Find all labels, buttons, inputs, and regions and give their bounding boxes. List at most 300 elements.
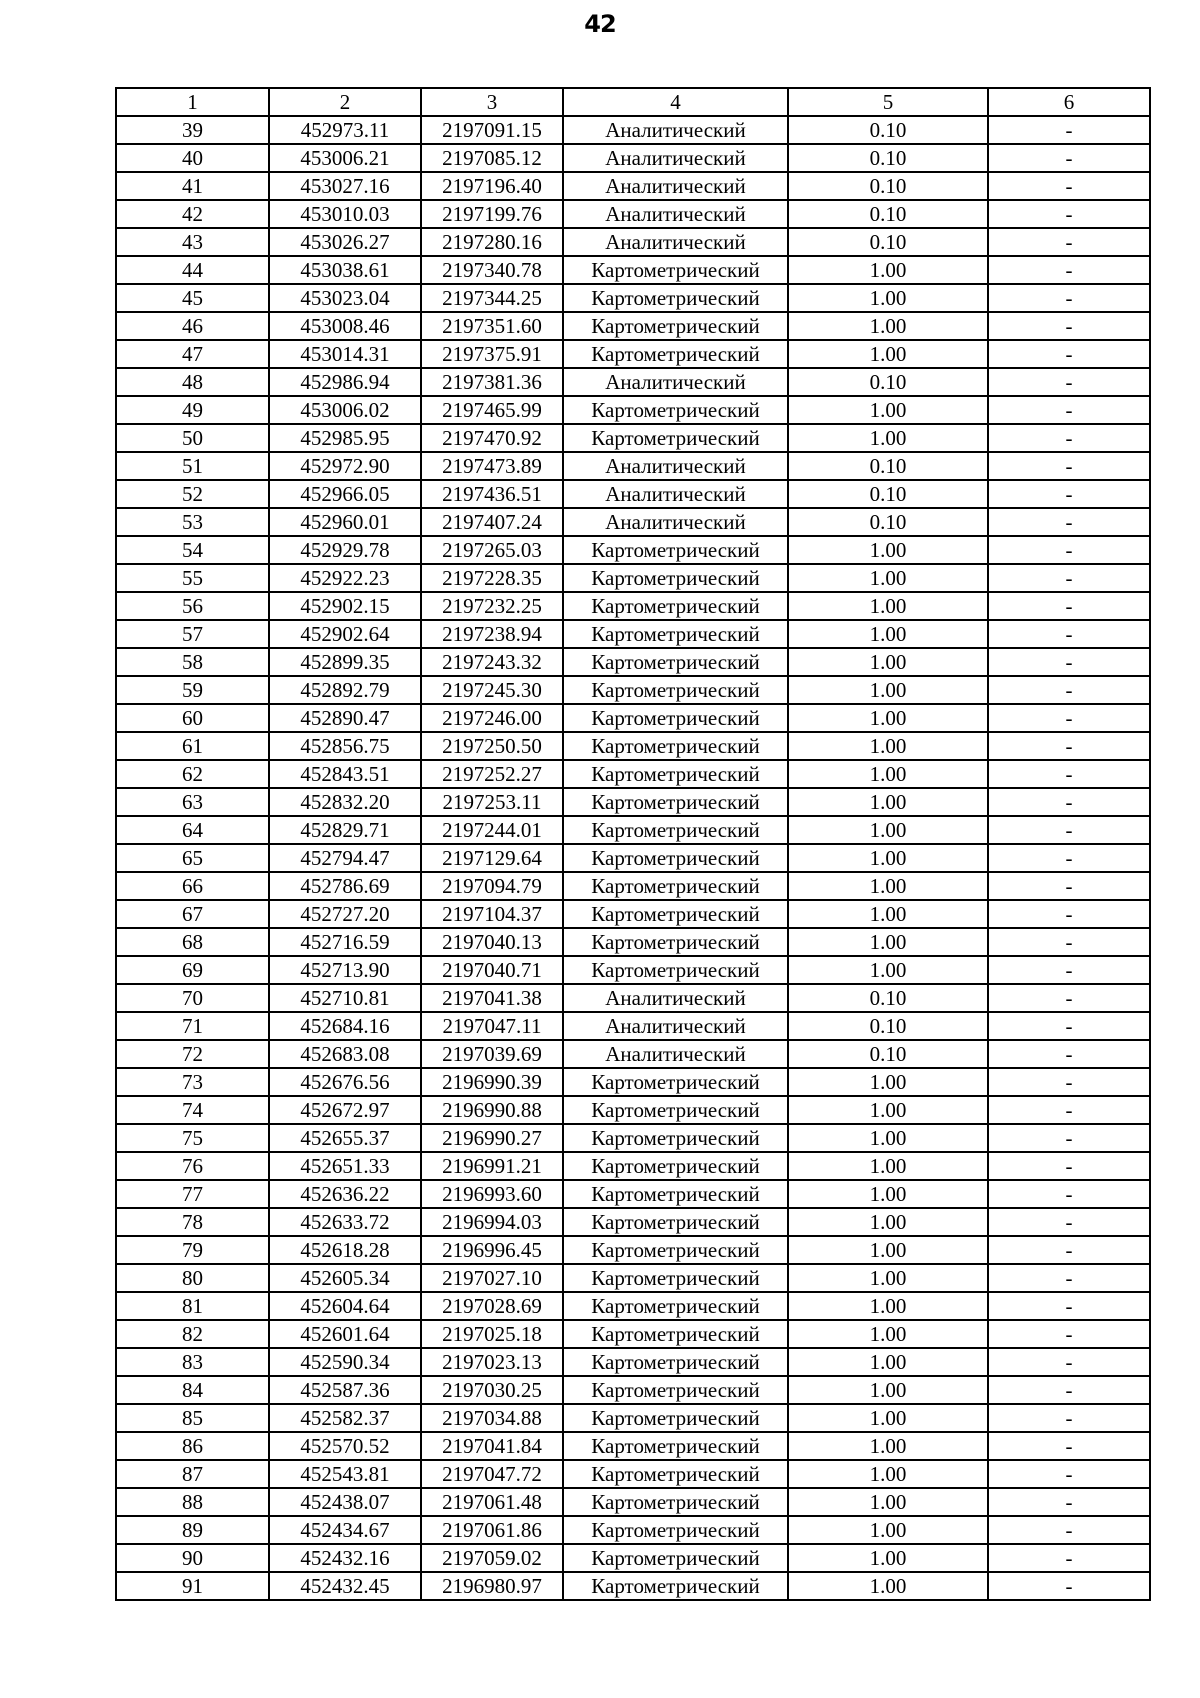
column-header: 5 bbox=[788, 88, 988, 116]
header-row bbox=[116, 88, 1150, 116]
table-cell: - bbox=[988, 1516, 1150, 1544]
table-cell: 64 bbox=[116, 816, 269, 844]
table-row bbox=[116, 340, 1150, 368]
table-cell: 1.00 bbox=[788, 536, 988, 564]
table-cell: 54 bbox=[116, 536, 269, 564]
table-cell: 0.10 bbox=[788, 368, 988, 396]
table-cell: 1.00 bbox=[788, 1096, 988, 1124]
table-cell: - bbox=[988, 732, 1150, 760]
table-cell: 452604.64 bbox=[269, 1292, 421, 1320]
table-cell: 91 bbox=[116, 1572, 269, 1600]
table-cell: 2197351.60 bbox=[421, 312, 563, 340]
table-cell: Картометрический bbox=[563, 1516, 788, 1544]
table-row bbox=[116, 956, 1150, 984]
table-row bbox=[116, 256, 1150, 284]
table-cell: 452892.79 bbox=[269, 676, 421, 704]
table-cell: 1.00 bbox=[788, 256, 988, 284]
table-cell: 1.00 bbox=[788, 1180, 988, 1208]
table-cell: Картометрический bbox=[563, 1320, 788, 1348]
table-cell: 1.00 bbox=[788, 788, 988, 816]
table-cell: Картометрический bbox=[563, 1096, 788, 1124]
table-cell: 452601.64 bbox=[269, 1320, 421, 1348]
table-cell: - bbox=[988, 116, 1150, 144]
table-cell: Картометрический bbox=[563, 760, 788, 788]
table-cell: 42 bbox=[116, 200, 269, 228]
table-cell: 2197196.40 bbox=[421, 172, 563, 200]
table-cell: 1.00 bbox=[788, 1208, 988, 1236]
table-cell: Аналитический bbox=[563, 1012, 788, 1040]
table-cell: 79 bbox=[116, 1236, 269, 1264]
table-row bbox=[116, 1152, 1150, 1180]
table-cell: 2196996.45 bbox=[421, 1236, 563, 1264]
table-cell: 1.00 bbox=[788, 648, 988, 676]
table-cell: 2197025.18 bbox=[421, 1320, 563, 1348]
table-cell: 452590.34 bbox=[269, 1348, 421, 1376]
table-cell: 452582.37 bbox=[269, 1404, 421, 1432]
table-cell: 2196993.60 bbox=[421, 1180, 563, 1208]
table-cell: 0.10 bbox=[788, 508, 988, 536]
table-cell: Картометрический bbox=[563, 396, 788, 424]
table-cell: Аналитический bbox=[563, 144, 788, 172]
table-cell: - bbox=[988, 228, 1150, 256]
table-cell: 81 bbox=[116, 1292, 269, 1320]
table-cell: Картометрический bbox=[563, 564, 788, 592]
table-cell: - bbox=[988, 1012, 1150, 1040]
table-cell: 452605.34 bbox=[269, 1264, 421, 1292]
table-cell: 76 bbox=[116, 1152, 269, 1180]
table-cell: 0.10 bbox=[788, 200, 988, 228]
table-cell: - bbox=[988, 1208, 1150, 1236]
table-cell: 2197243.32 bbox=[421, 648, 563, 676]
table-cell: 72 bbox=[116, 1040, 269, 1068]
table-row bbox=[116, 452, 1150, 480]
table-cell: 57 bbox=[116, 620, 269, 648]
table-cell: 2197340.78 bbox=[421, 256, 563, 284]
page-number: 42 bbox=[584, 10, 616, 38]
table-cell: 2197129.64 bbox=[421, 844, 563, 872]
table-cell: Картометрический bbox=[563, 1460, 788, 1488]
table-cell: 83 bbox=[116, 1348, 269, 1376]
table-cell: - bbox=[988, 1124, 1150, 1152]
table-cell: 1.00 bbox=[788, 1488, 988, 1516]
table-cell: - bbox=[988, 256, 1150, 284]
table-cell: Картометрический bbox=[563, 340, 788, 368]
table-cell: Картометрический bbox=[563, 872, 788, 900]
table-cell: - bbox=[988, 564, 1150, 592]
table-cell: - bbox=[988, 1488, 1150, 1516]
table-row bbox=[116, 480, 1150, 508]
table-row bbox=[116, 396, 1150, 424]
table-cell: 452438.07 bbox=[269, 1488, 421, 1516]
table-cell: 452929.78 bbox=[269, 536, 421, 564]
table-row bbox=[116, 928, 1150, 956]
table-cell: 77 bbox=[116, 1180, 269, 1208]
table-cell: 1.00 bbox=[788, 620, 988, 648]
table-cell: 90 bbox=[116, 1544, 269, 1572]
table-cell: - bbox=[988, 704, 1150, 732]
table-row bbox=[116, 1404, 1150, 1432]
table-row bbox=[116, 1264, 1150, 1292]
table-cell: 452985.95 bbox=[269, 424, 421, 452]
table-cell: 2197061.48 bbox=[421, 1488, 563, 1516]
table-cell: 68 bbox=[116, 928, 269, 956]
table-cell: 2196990.39 bbox=[421, 1068, 563, 1096]
table-cell: 87 bbox=[116, 1460, 269, 1488]
table-cell: 2197040.71 bbox=[421, 956, 563, 984]
table-cell: 452633.72 bbox=[269, 1208, 421, 1236]
table-cell: 453023.04 bbox=[269, 284, 421, 312]
table-cell: 2196991.21 bbox=[421, 1152, 563, 1180]
table-cell: - bbox=[988, 1236, 1150, 1264]
table-cell: - bbox=[988, 368, 1150, 396]
table-cell: 452727.20 bbox=[269, 900, 421, 928]
table-cell: 41 bbox=[116, 172, 269, 200]
table-row bbox=[116, 732, 1150, 760]
table-row bbox=[116, 172, 1150, 200]
table-row bbox=[116, 284, 1150, 312]
table-cell: 453008.46 bbox=[269, 312, 421, 340]
table-cell: 2197344.25 bbox=[421, 284, 563, 312]
table-cell: 85 bbox=[116, 1404, 269, 1432]
table-cell: 1.00 bbox=[788, 676, 988, 704]
table-row bbox=[116, 1208, 1150, 1236]
table-cell: 452655.37 bbox=[269, 1124, 421, 1152]
table-cell: 453006.21 bbox=[269, 144, 421, 172]
table-cell: 453014.31 bbox=[269, 340, 421, 368]
table-cell: 2197246.00 bbox=[421, 704, 563, 732]
table-cell: 2197041.38 bbox=[421, 984, 563, 1012]
table-cell: 452434.67 bbox=[269, 1516, 421, 1544]
table-cell: 1.00 bbox=[788, 1460, 988, 1488]
table-cell: 2196994.03 bbox=[421, 1208, 563, 1236]
table-cell: Картометрический bbox=[563, 1208, 788, 1236]
table-cell: - bbox=[988, 452, 1150, 480]
table-cell: 66 bbox=[116, 872, 269, 900]
table-cell: 0.10 bbox=[788, 1012, 988, 1040]
table-cell: 74 bbox=[116, 1096, 269, 1124]
table-cell: 86 bbox=[116, 1432, 269, 1460]
table-cell: Картометрический bbox=[563, 424, 788, 452]
table-cell: - bbox=[988, 1096, 1150, 1124]
table-row bbox=[116, 508, 1150, 536]
table-cell: - bbox=[988, 1544, 1150, 1572]
table-cell: 452672.97 bbox=[269, 1096, 421, 1124]
table-row bbox=[116, 1292, 1150, 1320]
table-cell: 0.10 bbox=[788, 480, 988, 508]
table-cell: 452922.23 bbox=[269, 564, 421, 592]
table-body bbox=[116, 116, 1150, 1600]
table-cell: - bbox=[988, 816, 1150, 844]
table-cell: - bbox=[988, 1432, 1150, 1460]
table-cell: 2197041.84 bbox=[421, 1432, 563, 1460]
table-cell: 43 bbox=[116, 228, 269, 256]
table-row bbox=[116, 116, 1150, 144]
table-cell: 0.10 bbox=[788, 116, 988, 144]
table-cell: Картометрический bbox=[563, 788, 788, 816]
table-cell: - bbox=[988, 648, 1150, 676]
table-header bbox=[116, 88, 1150, 116]
table-cell: 1.00 bbox=[788, 732, 988, 760]
table-cell: 2197030.25 bbox=[421, 1376, 563, 1404]
table-cell: 1.00 bbox=[788, 1516, 988, 1544]
table-cell: Картометрический bbox=[563, 1376, 788, 1404]
table-cell: 2197436.51 bbox=[421, 480, 563, 508]
table-cell: - bbox=[988, 1040, 1150, 1068]
table-row bbox=[116, 1124, 1150, 1152]
table-cell: Картометрический bbox=[563, 1068, 788, 1096]
table-cell: Картометрический bbox=[563, 1544, 788, 1572]
table-cell: 1.00 bbox=[788, 1348, 988, 1376]
table-cell: 62 bbox=[116, 760, 269, 788]
table-row bbox=[116, 620, 1150, 648]
table-cell: 453026.27 bbox=[269, 228, 421, 256]
table-cell: 1.00 bbox=[788, 844, 988, 872]
table-cell: 452716.59 bbox=[269, 928, 421, 956]
table-cell: 2197280.16 bbox=[421, 228, 563, 256]
table-cell: 2196980.97 bbox=[421, 1572, 563, 1600]
table-cell: 2196990.27 bbox=[421, 1124, 563, 1152]
table-row bbox=[116, 1516, 1150, 1544]
table-cell: 2197059.02 bbox=[421, 1544, 563, 1572]
table-cell: 2197381.36 bbox=[421, 368, 563, 396]
table-row bbox=[116, 1068, 1150, 1096]
table-cell: 2197027.10 bbox=[421, 1264, 563, 1292]
table-cell: - bbox=[988, 144, 1150, 172]
table-cell: Аналитический bbox=[563, 480, 788, 508]
table-row bbox=[116, 788, 1150, 816]
table-cell: 2197047.72 bbox=[421, 1460, 563, 1488]
table-cell: - bbox=[988, 480, 1150, 508]
table-cell: - bbox=[988, 620, 1150, 648]
table-cell: 1.00 bbox=[788, 1404, 988, 1432]
table-cell: 1.00 bbox=[788, 1292, 988, 1320]
table-row bbox=[116, 1432, 1150, 1460]
table-cell: - bbox=[988, 1376, 1150, 1404]
table-cell: - bbox=[988, 1152, 1150, 1180]
table-cell: 1.00 bbox=[788, 900, 988, 928]
column-header: 6 bbox=[988, 88, 1150, 116]
table-cell: 59 bbox=[116, 676, 269, 704]
table-cell: 452856.75 bbox=[269, 732, 421, 760]
table-row bbox=[116, 1236, 1150, 1264]
table-cell: 2197253.11 bbox=[421, 788, 563, 816]
table-cell: 2197232.25 bbox=[421, 592, 563, 620]
table-row bbox=[116, 536, 1150, 564]
table-cell: 58 bbox=[116, 648, 269, 676]
table-row bbox=[116, 200, 1150, 228]
table-cell: 2197091.15 bbox=[421, 116, 563, 144]
table-cell: Картометрический bbox=[563, 956, 788, 984]
table-cell: Аналитический bbox=[563, 200, 788, 228]
table-cell: 452651.33 bbox=[269, 1152, 421, 1180]
table-cell: 39 bbox=[116, 116, 269, 144]
table-cell: 2197407.24 bbox=[421, 508, 563, 536]
table-row bbox=[116, 1488, 1150, 1516]
table-cell: 1.00 bbox=[788, 564, 988, 592]
table-cell: Картометрический bbox=[563, 816, 788, 844]
table-cell: 2197085.12 bbox=[421, 144, 563, 172]
table-cell: 1.00 bbox=[788, 1152, 988, 1180]
table-cell: 452587.36 bbox=[269, 1376, 421, 1404]
table-cell: Аналитический bbox=[563, 172, 788, 200]
table-cell: 1.00 bbox=[788, 1236, 988, 1264]
table-cell: - bbox=[988, 956, 1150, 984]
table-cell: 452636.22 bbox=[269, 1180, 421, 1208]
table-cell: 89 bbox=[116, 1516, 269, 1544]
table-cell: 78 bbox=[116, 1208, 269, 1236]
table-row bbox=[116, 648, 1150, 676]
table-cell: Картометрический bbox=[563, 1348, 788, 1376]
table-row bbox=[116, 228, 1150, 256]
table-cell: 453010.03 bbox=[269, 200, 421, 228]
table-row bbox=[116, 676, 1150, 704]
table-cell: 1.00 bbox=[788, 1432, 988, 1460]
table-cell: 1.00 bbox=[788, 1068, 988, 1096]
table-cell: 50 bbox=[116, 424, 269, 452]
column-header: 1 bbox=[116, 88, 269, 116]
table-cell: 452794.47 bbox=[269, 844, 421, 872]
table-cell: 0.10 bbox=[788, 172, 988, 200]
table-cell: 1.00 bbox=[788, 704, 988, 732]
table-cell: 67 bbox=[116, 900, 269, 928]
table-cell: 1.00 bbox=[788, 424, 988, 452]
table-cell: 1.00 bbox=[788, 592, 988, 620]
table-cell: - bbox=[988, 1572, 1150, 1600]
table-cell: - bbox=[988, 396, 1150, 424]
table-cell: 2197040.13 bbox=[421, 928, 563, 956]
table-cell: 2197034.88 bbox=[421, 1404, 563, 1432]
table-row bbox=[116, 900, 1150, 928]
table-cell: - bbox=[988, 1404, 1150, 1432]
table-cell: 453038.61 bbox=[269, 256, 421, 284]
table-cell: - bbox=[988, 1320, 1150, 1348]
table-cell: Картометрический bbox=[563, 1488, 788, 1516]
coordinates-table bbox=[115, 87, 1151, 1601]
table-cell: - bbox=[988, 1348, 1150, 1376]
table-cell: 452972.90 bbox=[269, 452, 421, 480]
table-cell: 2197028.69 bbox=[421, 1292, 563, 1320]
table-cell: 452890.47 bbox=[269, 704, 421, 732]
table-cell: 1.00 bbox=[788, 1124, 988, 1152]
column-header: 2 bbox=[269, 88, 421, 116]
table-cell: 2197238.94 bbox=[421, 620, 563, 648]
table-cell: Картометрический bbox=[563, 592, 788, 620]
table-cell: 1.00 bbox=[788, 956, 988, 984]
table-cell: 452960.01 bbox=[269, 508, 421, 536]
table-cell: 51 bbox=[116, 452, 269, 480]
table-cell: 1.00 bbox=[788, 1572, 988, 1600]
table-cell: Картометрический bbox=[563, 844, 788, 872]
table-cell: 452570.52 bbox=[269, 1432, 421, 1460]
table-row bbox=[116, 872, 1150, 900]
table-cell: 2197104.37 bbox=[421, 900, 563, 928]
table-cell: 452902.15 bbox=[269, 592, 421, 620]
table-cell: 70 bbox=[116, 984, 269, 1012]
table-cell: 84 bbox=[116, 1376, 269, 1404]
table-cell: 2197470.92 bbox=[421, 424, 563, 452]
table-cell: 452832.20 bbox=[269, 788, 421, 816]
table-cell: Картометрический bbox=[563, 1236, 788, 1264]
table-cell: 1.00 bbox=[788, 1376, 988, 1404]
table-cell: 2197199.76 bbox=[421, 200, 563, 228]
table-row bbox=[116, 368, 1150, 396]
table-cell: 2196990.88 bbox=[421, 1096, 563, 1124]
table-row bbox=[116, 984, 1150, 1012]
table-cell: - bbox=[988, 788, 1150, 816]
table-cell: 55 bbox=[116, 564, 269, 592]
table-cell: 453006.02 bbox=[269, 396, 421, 424]
table-row bbox=[116, 564, 1150, 592]
table-cell: 61 bbox=[116, 732, 269, 760]
table-cell: Картометрический bbox=[563, 1180, 788, 1208]
table-cell: Картометрический bbox=[563, 312, 788, 340]
table-cell: - bbox=[988, 1292, 1150, 1320]
table-cell: 0.10 bbox=[788, 452, 988, 480]
table-cell: 2197023.13 bbox=[421, 1348, 563, 1376]
table-cell: 0.10 bbox=[788, 144, 988, 172]
table-cell: - bbox=[988, 1460, 1150, 1488]
table-row bbox=[116, 1460, 1150, 1488]
table-cell: 2197265.03 bbox=[421, 536, 563, 564]
table-cell: 0.10 bbox=[788, 1040, 988, 1068]
table-cell: 0.10 bbox=[788, 984, 988, 1012]
table-cell: 453027.16 bbox=[269, 172, 421, 200]
table-cell: Картометрический bbox=[563, 1152, 788, 1180]
table-cell: 2197244.01 bbox=[421, 816, 563, 844]
table-cell: 1.00 bbox=[788, 1320, 988, 1348]
table-cell: - bbox=[988, 536, 1150, 564]
table-cell: - bbox=[988, 172, 1150, 200]
table-row bbox=[116, 424, 1150, 452]
table-cell: 46 bbox=[116, 312, 269, 340]
table-cell: 49 bbox=[116, 396, 269, 424]
table-cell: 45 bbox=[116, 284, 269, 312]
table-cell: Картометрический bbox=[563, 1432, 788, 1460]
table-cell: 48 bbox=[116, 368, 269, 396]
table-cell: 452710.81 bbox=[269, 984, 421, 1012]
table-cell: - bbox=[988, 200, 1150, 228]
table-cell: Картометрический bbox=[563, 1292, 788, 1320]
table-cell: 2197252.27 bbox=[421, 760, 563, 788]
table-cell: 1.00 bbox=[788, 816, 988, 844]
table-cell: 63 bbox=[116, 788, 269, 816]
table-cell: 1.00 bbox=[788, 872, 988, 900]
table-row bbox=[116, 1544, 1150, 1572]
table-cell: 452713.90 bbox=[269, 956, 421, 984]
table-cell: 1.00 bbox=[788, 1264, 988, 1292]
table-cell: Аналитический bbox=[563, 116, 788, 144]
table-cell: 47 bbox=[116, 340, 269, 368]
table-row bbox=[116, 592, 1150, 620]
table-cell: 2197047.11 bbox=[421, 1012, 563, 1040]
table-cell: 2197061.86 bbox=[421, 1516, 563, 1544]
table-cell: 452843.51 bbox=[269, 760, 421, 788]
table-cell: Картометрический bbox=[563, 1404, 788, 1432]
table-cell: 1.00 bbox=[788, 1544, 988, 1572]
table-cell: - bbox=[988, 984, 1150, 1012]
table-row bbox=[116, 704, 1150, 732]
table-cell: - bbox=[988, 1264, 1150, 1292]
table-cell: 60 bbox=[116, 704, 269, 732]
table-cell: 452902.64 bbox=[269, 620, 421, 648]
table-cell: - bbox=[988, 872, 1150, 900]
table-row bbox=[116, 1572, 1150, 1600]
table-cell: - bbox=[988, 676, 1150, 704]
table-cell: 44 bbox=[116, 256, 269, 284]
table-cell: 452676.56 bbox=[269, 1068, 421, 1096]
table-cell: Аналитический bbox=[563, 452, 788, 480]
table-cell: Картометрический bbox=[563, 704, 788, 732]
